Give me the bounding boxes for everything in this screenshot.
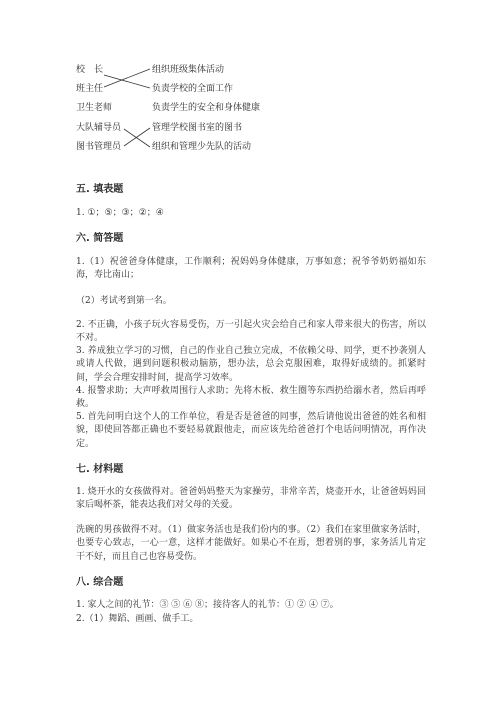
- match-right-3: 负责学生的安全和身体健康: [152, 103, 261, 113]
- section-6-title: 六. 简答题: [76, 233, 124, 244]
- section-8-paragraph-2: 2.（1）舞蹈、画画、做手工。: [76, 614, 199, 624]
- section-6-paragraph-3: 2. 不正确，小孩子玩火容易受伤，万一引起火灾会给自己和家人带来很大的伤害，所以不对。: [76, 320, 426, 344]
- matching-exercise: [76, 62, 276, 162]
- match-left-4: 大队辅导员: [76, 123, 122, 133]
- section-5-answer: 1. ①；⑤；③；②；④: [76, 208, 164, 218]
- match-left-2: 班主任: [76, 84, 104, 94]
- match-right-4: 管理学校图书室的图书: [152, 123, 243, 133]
- match-left-1: 校 长: [76, 65, 104, 75]
- match-right-2: 负责学校的全面工作: [152, 84, 234, 94]
- section-6-paragraph-2: （2）考试考到第一名。: [76, 296, 172, 306]
- match-right-5: 组织和管理少先队的活动: [152, 142, 252, 152]
- match-right-1: 组织班级集体活动: [152, 65, 225, 75]
- section-6-paragraph-4: 3. 养成独立学习的习惯，自己的作业自己独立完成，不依赖父母、同学，更不抄袭别人或请人代做，遇到问题积极动脑筋，想办法，总会克服困难，取得好成绩的。抓紧时间，学会合理安排时间，提高学习效率。: [76, 346, 426, 383]
- section-6-paragraph-5: 4. 报警求助；大声呼救周围行人求助；先将木板、救生圈等东西扔给溺水者，然后再呼救。: [76, 386, 426, 410]
- section-6-paragraph-1: 1.（1）祝爸爸身体健康，工作顺利；祝妈妈身体健康，万事如意；祝爷爷奶奶福如东海，寿比南山；: [76, 257, 426, 281]
- section-8-title: 八. 综合题: [76, 577, 124, 588]
- match-left-5: 图书管理员: [76, 142, 122, 152]
- match-left-3: 卫生老师: [76, 103, 113, 113]
- section-8-paragraph-1: 1. 家人之间的礼节：③ ⑤ ⑥ ⑧；接待客人的礼节：① ② ④ ⑦。: [76, 600, 339, 610]
- section-6-paragraph-6: 5. 首先问明白这个人的工作单位，看是否是爸爸的同事，然后请他说出爸爸的姓名和相貌，即使回答都正确也不要轻易就跟他走，而应该先给爸爸打个电话问明情况，再作决定。: [76, 412, 426, 449]
- section-7-paragraph-1: 1. 烧开水的女孩做得对。爸爸妈妈整天为家操劳，非常辛苦，烧壶开水，让爸爸妈妈回家后喝杯茶，能表达我们对父母的关爱。: [76, 487, 426, 511]
- section-5-title: 五. 填表题: [76, 184, 124, 195]
- section-7-paragraph-2: 洗碗的男孩做得不对。（1）做家务活也是我们份内的事。（2）我们在家里做家务活时，也要专心致志，一心一意，这样才能做好。如果心不在焉，想着别的事，家务活儿肯定干不好，而且自己也容易受伤。: [76, 525, 426, 562]
- section-7-title: 七. 材料题: [76, 464, 124, 475]
